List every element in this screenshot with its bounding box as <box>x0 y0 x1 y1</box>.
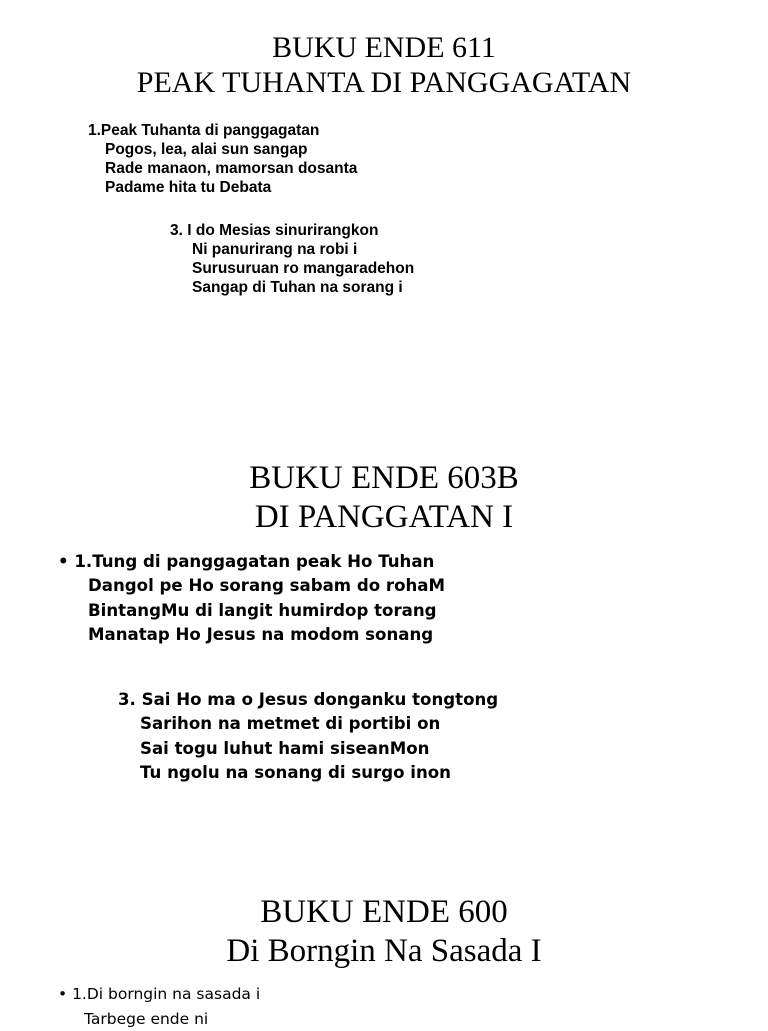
verse-line: Surusuruan ro mangaradehon <box>170 259 414 278</box>
verse-line: 3. Sai Ho ma o Jesus donganku tongtong <box>118 688 498 712</box>
hymn-title-line-2: DI PANGGATAN I <box>0 498 768 537</box>
hymn-title-line-1: BUKU ENDE 600 <box>0 893 768 932</box>
verse-line: 1.Peak Tuhanta di panggagatan <box>88 121 357 140</box>
verse-line: 3. I do Mesias sinurirangkon <box>170 221 414 240</box>
verse-line: Tarbege ende ni <box>58 1007 260 1031</box>
verse-line: Pogos, lea, alai sun sangap <box>88 140 357 159</box>
verse-line: Dangol pe Ho sorang sabam do rohaM <box>58 574 445 598</box>
verse-line: Ni panurirang na robi i <box>170 240 414 259</box>
hymn-title-600 <box>0 893 768 971</box>
verse-line: Sangap di Tuhan na sorang i <box>170 278 414 297</box>
verse-line: • 1.Di borngin na sasada i <box>58 982 260 1007</box>
verse-line: Sarihon na metmet di portibi on <box>118 712 498 736</box>
hymn-title-line-2: Di Borngin Na Sasada I <box>0 932 768 971</box>
stanza-611-verse-3 <box>170 221 414 297</box>
verse-line: Manatap Ho Jesus na modom sonang <box>58 623 445 647</box>
hymn-title-603b <box>0 459 768 537</box>
verse-line: • 1.Tung di panggagatan peak Ho Tuhan <box>58 550 445 574</box>
hymn-title-line-1: BUKU ENDE 603B <box>0 459 768 498</box>
verse-line: Padame hita tu Debata <box>88 178 357 197</box>
stanza-603b-verse-3 <box>118 688 498 785</box>
hymn-title-611 <box>0 30 768 101</box>
verse-line: BintangMu di langit humirdop torang <box>58 599 445 623</box>
verse-line: Tu ngolu na sonang di surgo inon <box>118 761 498 785</box>
verse-line: Rade manaon, mamorsan dosanta <box>88 159 357 178</box>
verse-line: Sai togu luhut hami siseanMon <box>118 737 498 761</box>
hymn-title-line-2: PEAK TUHANTA DI PANGGAGATAN <box>0 65 768 100</box>
stanza-603b-verse-1 <box>58 550 445 647</box>
hymn-title-line-1: BUKU ENDE 611 <box>0 30 768 65</box>
stanza-611-verse-1 <box>88 121 357 197</box>
